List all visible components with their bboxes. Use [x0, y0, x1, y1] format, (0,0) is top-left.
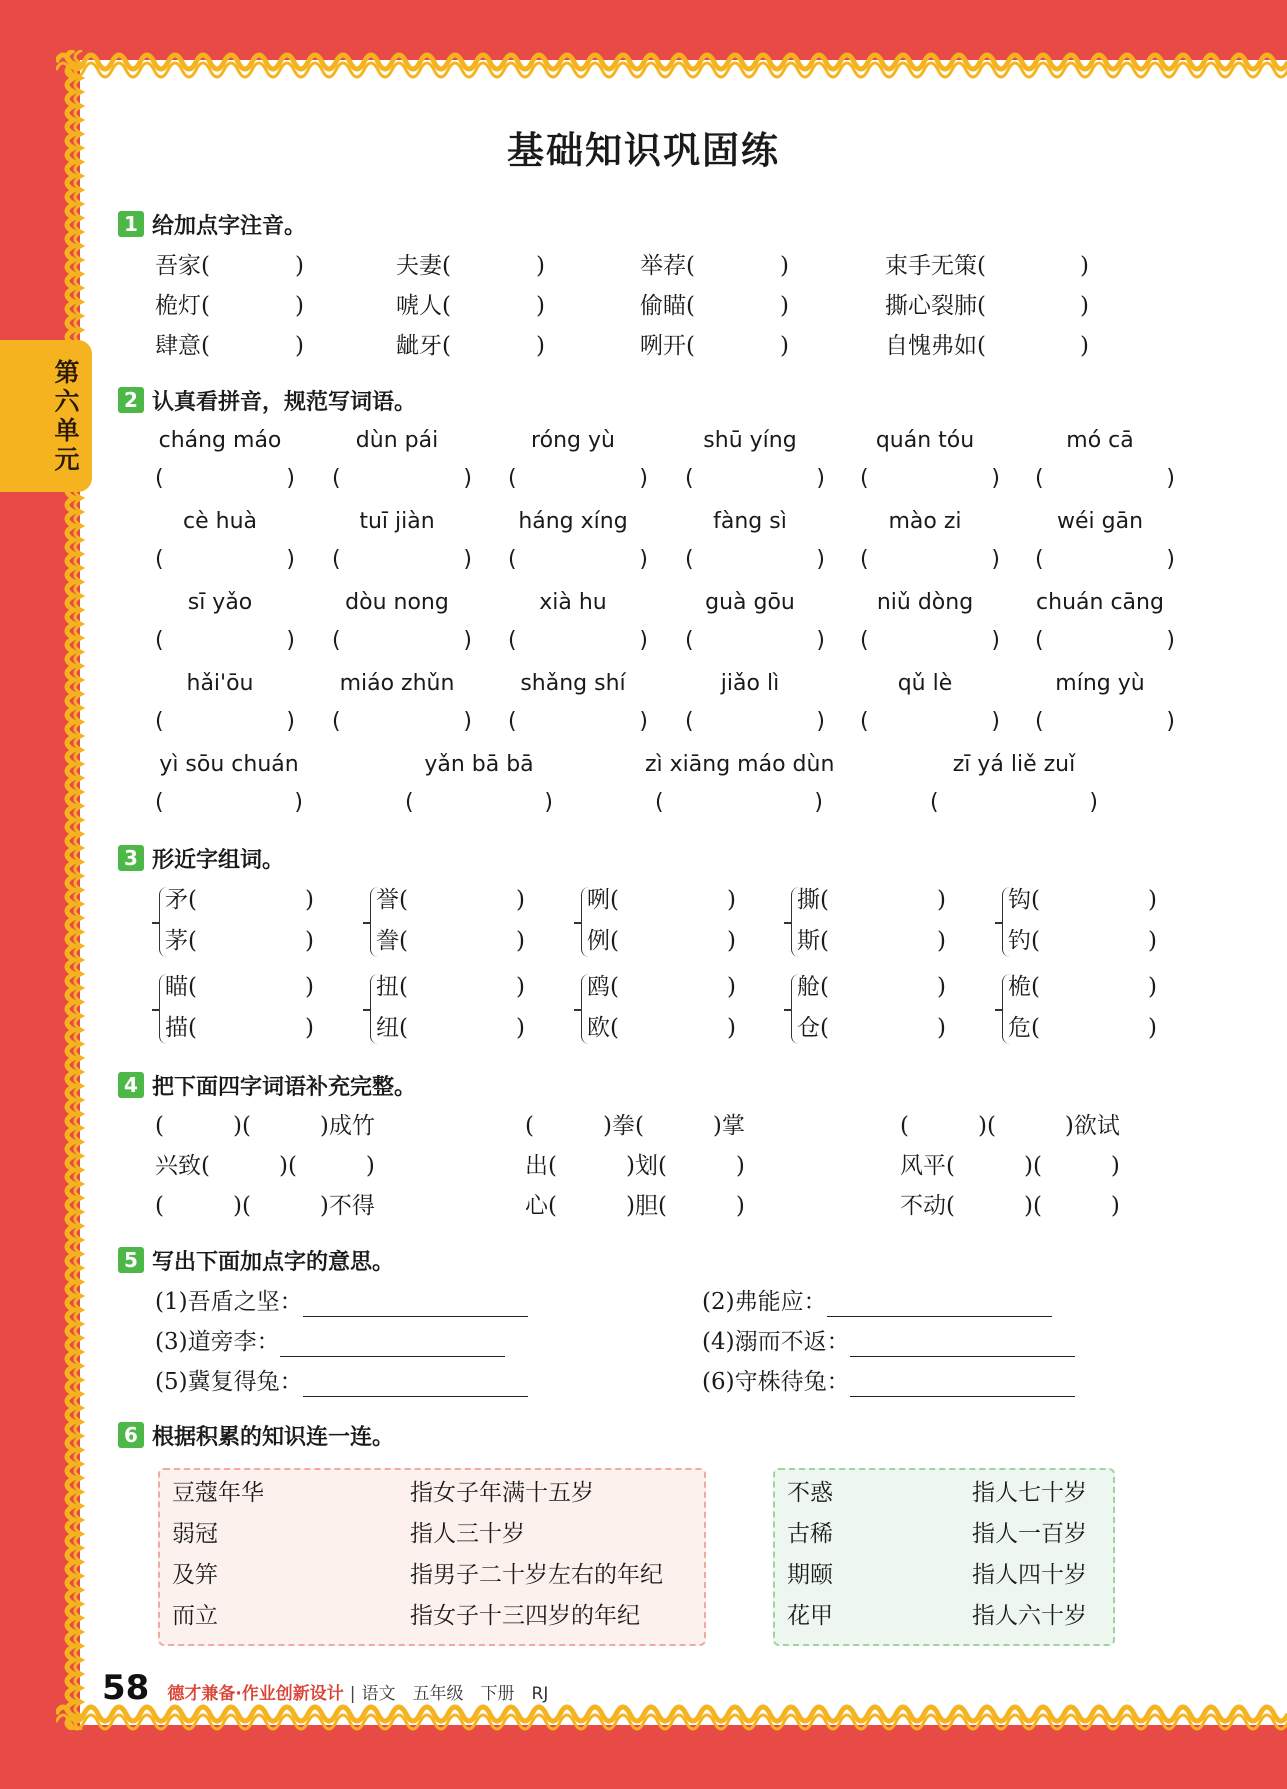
age-term[interactable]: 而立	[172, 1603, 218, 1629]
answer-box[interactable]	[1035, 546, 1175, 574]
answer-paren-close: )	[295, 333, 304, 359]
paren-close: )	[816, 628, 825, 653]
answer-box[interactable]	[508, 465, 648, 493]
similar-char: 鸥(	[587, 974, 619, 1000]
answer-paren-close: )	[305, 887, 314, 913]
meaning-answer-line[interactable]	[280, 1332, 505, 1357]
meaning-item	[702, 1327, 1075, 1357]
paren-close: )	[639, 628, 648, 653]
left-wave-border	[52, 50, 92, 1730]
idiom-fill-in[interactable]: ( )( )不得	[155, 1193, 375, 1219]
answer-blank[interactable]	[680, 331, 780, 359]
pinyin-text: dòu nong	[345, 590, 449, 615]
answer-box[interactable]	[405, 789, 553, 817]
paren-close: )	[816, 466, 825, 491]
question-number-badge: 6	[118, 1422, 144, 1448]
answer-paren-close: )	[516, 887, 525, 913]
pinyin-item-word: 偷瞄(	[640, 293, 695, 319]
answer-blank[interactable]	[416, 1013, 516, 1041]
age-term[interactable]: 花甲	[787, 1603, 833, 1629]
meaning-answer-line[interactable]	[827, 1292, 1052, 1317]
paren-close: )	[463, 628, 472, 653]
question-6-heading	[118, 1420, 394, 1450]
paren-open: (	[655, 790, 664, 815]
pinyin-text: shū yíng	[703, 428, 797, 453]
answer-blank[interactable]	[925, 251, 1080, 279]
similar-char: 描(	[165, 1015, 197, 1041]
meaning-answer-line[interactable]	[303, 1292, 528, 1317]
answer-box[interactable]	[332, 708, 472, 736]
similar-char: 撕(	[797, 887, 829, 913]
pinyin-text: fàng sì	[713, 509, 787, 534]
paren-close: )	[286, 709, 295, 734]
meaning-item	[702, 1367, 1075, 1397]
pinyin-text: jiǎo lì	[720, 671, 780, 696]
idiom-fill-in[interactable]: 心( )胆( )	[525, 1193, 745, 1219]
answer-paren-close: )	[1148, 928, 1157, 954]
answer-blank[interactable]	[416, 972, 516, 1000]
answer-blank[interactable]	[436, 331, 536, 359]
pinyin-text: róng yù	[531, 428, 615, 453]
answer-blank[interactable]	[205, 885, 305, 913]
paren-open: (	[685, 547, 694, 572]
answer-paren-close: )	[536, 333, 545, 359]
answer-blank[interactable]	[416, 926, 516, 954]
answer-blank[interactable]	[680, 251, 780, 279]
meaning-item	[702, 1287, 1052, 1317]
answer-blank[interactable]	[837, 885, 937, 913]
answer-blank[interactable]	[925, 291, 1080, 319]
meaning-item	[155, 1367, 528, 1397]
answer-paren-close: )	[516, 1015, 525, 1041]
similar-char: 誊(	[376, 928, 408, 954]
page-footer	[102, 1668, 548, 1708]
answer-box[interactable]	[860, 627, 1000, 655]
pinyin-item-word: 束手无策(	[885, 253, 986, 279]
answer-blank[interactable]	[436, 251, 536, 279]
answer-paren-close: )	[1080, 293, 1089, 319]
paren-open: (	[1035, 466, 1044, 491]
answer-blank[interactable]	[436, 291, 536, 319]
pinyin-text: yì sōu chuán	[159, 752, 299, 777]
answer-paren-close: )	[305, 1015, 314, 1041]
top-wave-border	[56, 40, 1287, 80]
footer-brand: 德才兼备·作业创新设计	[167, 1684, 344, 1704]
paren-close: )	[639, 547, 648, 572]
paren-open: (	[332, 466, 341, 491]
similar-char: 欧(	[587, 1015, 619, 1041]
answer-box[interactable]	[155, 546, 295, 574]
answer-box[interactable]	[685, 708, 825, 736]
similar-char: 誉(	[376, 887, 408, 913]
pinyin-item-word: 唬人(	[396, 293, 451, 319]
age-meaning[interactable]: 指人三十岁	[410, 1521, 525, 1547]
answer-paren-close: )	[727, 928, 736, 954]
meaning-prompt: (1)吾盾之坚：	[155, 1289, 303, 1315]
age-term[interactable]: 不惑	[787, 1480, 833, 1506]
answer-blank[interactable]	[205, 972, 305, 1000]
answer-paren-close: )	[727, 1015, 736, 1041]
footer-separator: |	[349, 1684, 356, 1704]
pinyin-item-word: 举荐(	[640, 253, 695, 279]
answer-box[interactable]	[508, 546, 648, 574]
paren-close: )	[286, 547, 295, 572]
paren-close: )	[816, 547, 825, 572]
paren-close: )	[544, 790, 553, 815]
pinyin-item-word: 咧开(	[640, 333, 695, 359]
answer-blank[interactable]	[1048, 1013, 1148, 1041]
paren-open: (	[860, 547, 869, 572]
paren-close: )	[294, 790, 303, 815]
idiom-fill-in[interactable]: 不动( )( )	[900, 1193, 1120, 1219]
question-number-badge: 3	[118, 845, 144, 871]
answer-box[interactable]	[508, 627, 648, 655]
pinyin-text: qǔ lè	[897, 671, 953, 696]
similar-char: 钩(	[1008, 887, 1040, 913]
pinyin-text: cháng máo	[158, 428, 282, 453]
question-4-heading	[118, 1070, 416, 1100]
paren-open: (	[860, 466, 869, 491]
pinyin-text: xià hu	[539, 590, 607, 615]
paren-close: )	[991, 466, 1000, 491]
answer-blank[interactable]	[627, 885, 727, 913]
answer-box[interactable]	[860, 465, 1000, 493]
answer-paren-close: )	[516, 928, 525, 954]
pinyin-item-word: 自愧弗如(	[885, 333, 986, 359]
question-2-heading	[118, 385, 416, 415]
pinyin-text: chuán cāng	[1036, 590, 1164, 615]
meaning-prompt: (5)冀复得兔：	[155, 1369, 303, 1395]
idiom-fill-in[interactable]: 兴致( )( )	[155, 1153, 375, 1179]
answer-box[interactable]	[860, 708, 1000, 736]
meaning-answer-line[interactable]	[303, 1372, 528, 1397]
similar-char: 钓(	[1008, 928, 1040, 954]
pinyin-item-word: 龇牙(	[396, 333, 451, 359]
answer-box[interactable]	[1035, 708, 1175, 736]
answer-paren-close: )	[937, 887, 946, 913]
pinyin-text: niǔ dòng	[876, 590, 974, 615]
answer-paren-close: )	[937, 1015, 946, 1041]
answer-blank[interactable]	[837, 926, 937, 954]
similar-char: 瞄(	[165, 974, 197, 1000]
page-title: 基础知识巩固练	[507, 129, 780, 172]
paren-open: (	[860, 628, 869, 653]
pinyin-text: tuī jiàn	[359, 509, 435, 534]
pinyin-text: míng yù	[1055, 671, 1145, 696]
answer-blank[interactable]	[416, 885, 516, 913]
paren-open: (	[860, 709, 869, 734]
answer-box[interactable]	[155, 708, 295, 736]
pinyin-text: shǎng shí	[520, 671, 626, 696]
age-meaning[interactable]: 指人四十岁	[972, 1562, 1087, 1588]
paren-open: (	[332, 547, 341, 572]
age-meaning[interactable]: 指女子十三四岁的年纪	[410, 1603, 640, 1629]
answer-box[interactable]	[332, 627, 472, 655]
answer-paren-close: )	[1080, 253, 1089, 279]
answer-box[interactable]	[685, 546, 825, 574]
pinyin-item-word: 桅灯(	[155, 293, 210, 319]
paren-open: (	[685, 628, 694, 653]
question-prompt: 把下面四字词语补充完整。	[152, 1074, 417, 1100]
answer-blank[interactable]	[195, 291, 295, 319]
answer-blank[interactable]	[205, 926, 305, 954]
paren-close: )	[1089, 790, 1098, 815]
answer-box[interactable]	[155, 627, 295, 655]
answer-box[interactable]	[860, 546, 1000, 574]
meaning-answer-line[interactable]	[850, 1332, 1075, 1357]
pinyin-item-word: 夫妻(	[396, 253, 451, 279]
meaning-item	[155, 1327, 505, 1357]
paren-close: )	[463, 466, 472, 491]
similar-char: 舱(	[797, 974, 829, 1000]
answer-paren-close: )	[305, 928, 314, 954]
pinyin-text: mào zi	[888, 509, 962, 534]
answer-blank[interactable]	[627, 926, 727, 954]
paren-close: )	[286, 466, 295, 491]
answer-blank[interactable]	[1048, 972, 1148, 1000]
answer-box[interactable]	[1035, 627, 1175, 655]
answer-paren-close: )	[536, 253, 545, 279]
similar-char: 茅(	[165, 928, 197, 954]
idiom-fill-in[interactable]: 出( )划( )	[525, 1153, 745, 1179]
answer-paren-close: )	[295, 293, 304, 319]
answer-box[interactable]	[332, 465, 472, 493]
answer-box[interactable]	[655, 789, 823, 817]
page-number: 58	[102, 1668, 150, 1708]
paren-open: (	[332, 628, 341, 653]
meaning-answer-line[interactable]	[850, 1372, 1075, 1397]
paren-open: (	[1035, 628, 1044, 653]
answer-box[interactable]	[332, 546, 472, 574]
paren-open: (	[155, 547, 164, 572]
paren-close: )	[286, 628, 295, 653]
age-term[interactable]: 弱冠	[172, 1521, 218, 1547]
meaning-prompt: (3)道旁李：	[155, 1329, 280, 1355]
similar-char: 例(	[587, 928, 619, 954]
answer-blank[interactable]	[627, 972, 727, 1000]
paren-open: (	[1035, 547, 1044, 572]
question-number-badge: 4	[118, 1072, 144, 1098]
answer-paren-close: )	[1080, 333, 1089, 359]
pinyin-text: dùn pái	[355, 428, 439, 453]
age-meaning[interactable]: 指人一百岁	[972, 1521, 1087, 1547]
pinyin-text: miáo zhǔn	[339, 671, 455, 696]
answer-blank[interactable]	[1048, 885, 1148, 913]
answer-blank[interactable]	[195, 251, 295, 279]
answer-paren-close: )	[1148, 974, 1157, 1000]
question-prompt: 认真看拼音，规范写词语。	[152, 389, 417, 415]
pinyin-text: wéi gān	[1056, 509, 1144, 534]
pinyin-text: yǎn bā bā	[424, 752, 534, 777]
answer-box[interactable]	[155, 789, 303, 817]
idiom-fill-in[interactable]: ( )( )成竹	[155, 1113, 375, 1139]
idiom-fill-in[interactable]: ( )( )欲试	[900, 1113, 1120, 1139]
answer-box[interactable]	[685, 627, 825, 655]
paren-close: )	[991, 628, 1000, 653]
paren-open: (	[155, 628, 164, 653]
pinyin-text: guà gōu	[705, 590, 795, 615]
age-meaning[interactable]: 指人七十岁	[972, 1480, 1087, 1506]
similar-char: 危(	[1008, 1015, 1040, 1041]
question-prompt: 写出下面加点字的意思。	[152, 1249, 395, 1275]
paren-close: )	[991, 547, 1000, 572]
question-1-heading	[118, 209, 306, 239]
pinyin-text: hǎi'ōu	[186, 671, 254, 696]
idiom-fill-in[interactable]: 风平( )( )	[900, 1153, 1120, 1179]
answer-box[interactable]	[508, 708, 648, 736]
question-number-badge: 1	[118, 211, 144, 237]
paren-close: )	[991, 709, 1000, 734]
paren-close: )	[1166, 709, 1175, 734]
footer-book-info: 语文 五年级 下册 RJ	[361, 1684, 549, 1704]
paren-open: (	[508, 547, 517, 572]
answer-paren-close: )	[295, 253, 304, 279]
paren-close: )	[463, 547, 472, 572]
answer-blank[interactable]	[837, 1013, 937, 1041]
answer-blank[interactable]	[205, 1013, 305, 1041]
pinyin-text: quán tóu	[875, 428, 975, 453]
meaning-prompt: (4)溺而不返：	[702, 1329, 850, 1355]
unit-tab	[0, 340, 92, 492]
answer-paren-close: )	[516, 974, 525, 1000]
age-term[interactable]: 期颐	[787, 1562, 833, 1588]
answer-paren-close: )	[780, 253, 789, 279]
pinyin-item-word: 吾家(	[155, 253, 210, 279]
question-number-badge: 5	[118, 1247, 144, 1273]
answer-paren-close: )	[937, 974, 946, 1000]
similar-char: 纽(	[376, 1015, 408, 1041]
paren-close: )	[1166, 628, 1175, 653]
similar-char: 桅(	[1008, 974, 1040, 1000]
answer-blank[interactable]	[1048, 926, 1148, 954]
answer-box[interactable]	[155, 465, 295, 493]
paren-open: (	[155, 466, 164, 491]
answer-paren-close: )	[780, 333, 789, 359]
answer-box[interactable]	[1035, 465, 1175, 493]
question-number-badge: 2	[118, 387, 144, 413]
paren-close: )	[814, 790, 823, 815]
idiom-fill-in[interactable]: ( )拳( )掌	[525, 1113, 745, 1139]
answer-paren-close: )	[727, 974, 736, 1000]
paren-close: )	[1166, 547, 1175, 572]
pinyin-text: háng xíng	[518, 509, 628, 534]
meaning-prompt: (6)守株待兔：	[702, 1369, 850, 1395]
paren-close: )	[639, 709, 648, 734]
paren-open: (	[685, 709, 694, 734]
pinyin-text: zī yá liě zuǐ	[952, 752, 1076, 777]
meaning-item	[155, 1287, 528, 1317]
answer-paren-close: )	[305, 974, 314, 1000]
paren-close: )	[816, 709, 825, 734]
answer-paren-close: )	[780, 293, 789, 319]
answer-paren-close: )	[1148, 1015, 1157, 1041]
age-term[interactable]: 古稀	[787, 1521, 833, 1547]
paren-close: )	[1166, 466, 1175, 491]
answer-paren-close: )	[1148, 887, 1157, 913]
question-prompt: 给加点字注音。	[152, 213, 307, 239]
answer-paren-close: )	[727, 887, 736, 913]
question-3-heading	[118, 843, 284, 873]
answer-paren-close: )	[536, 293, 545, 319]
age-meaning[interactable]: 指女子年满十五岁	[410, 1480, 594, 1506]
age-term[interactable]: 及笄	[172, 1562, 218, 1588]
answer-blank[interactable]	[195, 331, 295, 359]
similar-char: 咧(	[587, 887, 619, 913]
answer-box[interactable]	[685, 465, 825, 493]
pinyin-text: zì xiāng máo dùn	[645, 752, 835, 777]
answer-paren-close: )	[937, 928, 946, 954]
similar-char: 斯(	[797, 928, 829, 954]
paren-open: (	[1035, 709, 1044, 734]
similar-char: 矛(	[165, 887, 197, 913]
pinyin-text: cè huà	[183, 509, 257, 534]
paren-open: (	[685, 466, 694, 491]
paren-close: )	[639, 466, 648, 491]
answer-blank[interactable]	[627, 1013, 727, 1041]
answer-blank[interactable]	[925, 331, 1080, 359]
similar-char: 扭(	[376, 974, 408, 1000]
paren-open: (	[508, 709, 517, 734]
meaning-prompt: (2)弗能应：	[702, 1289, 827, 1315]
pinyin-item-word: 肆意(	[155, 333, 210, 359]
question-5-heading	[118, 1245, 394, 1275]
paren-open: (	[508, 466, 517, 491]
paren-open: (	[405, 790, 414, 815]
paren-close: )	[463, 709, 472, 734]
unit-tab-label: 第六单元	[54, 358, 80, 474]
age-meaning[interactable]: 指男子二十岁左右的年纪	[410, 1562, 663, 1588]
question-prompt: 根据积累的知识连一连。	[152, 1424, 395, 1450]
answer-blank[interactable]	[680, 291, 780, 319]
age-term[interactable]: 豆蔻年华	[172, 1480, 264, 1506]
paren-open: (	[332, 709, 341, 734]
similar-char: 仓(	[797, 1015, 829, 1041]
paren-open: (	[155, 790, 164, 815]
answer-blank[interactable]	[837, 972, 937, 1000]
age-meaning[interactable]: 指人六十岁	[972, 1603, 1087, 1629]
paren-open: (	[508, 628, 517, 653]
question-prompt: 形近字组词。	[152, 847, 285, 873]
paren-open: (	[155, 709, 164, 734]
pinyin-text: sī yǎo	[187, 590, 253, 615]
pinyin-text: mó cā	[1066, 428, 1134, 453]
answer-box[interactable]	[930, 789, 1098, 817]
pinyin-item-word: 撕心裂肺(	[885, 293, 986, 319]
paren-open: (	[930, 790, 939, 815]
